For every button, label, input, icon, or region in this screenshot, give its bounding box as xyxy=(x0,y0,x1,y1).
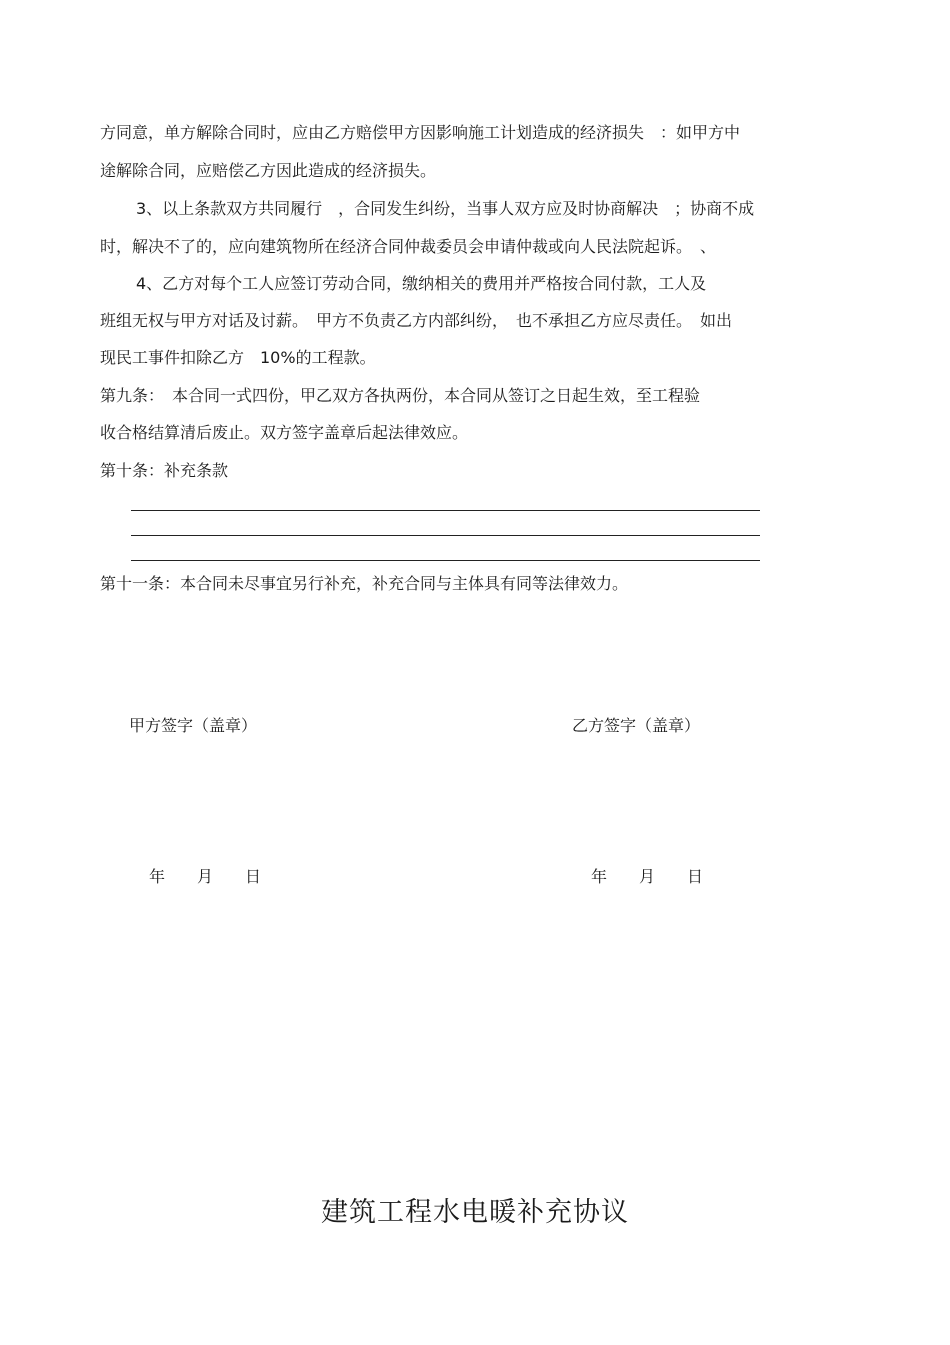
paragraph-line: 途解除合同，应赔偿乙方因此造成的经济损失。 xyxy=(100,161,437,180)
party-a-date: 年 月 日 xyxy=(149,867,262,886)
paragraph-line: 现民工事件扣除乙方 10%的工程款。 xyxy=(100,348,376,367)
party-b-date: 年 月 日 xyxy=(591,867,704,886)
paragraph-line: 时，解决不了的，应向建筑物所在经济合同仲裁委员会申请仲裁或向人民法院起诉。 、 xyxy=(100,237,717,256)
paragraph-line: 4、乙方对每个工人应签订劳动合同，缴纳相关的费用并严格按合同付款，工人及 xyxy=(136,274,707,293)
article-nine-line: 第九条： 本合同一式四份，甲乙双方各执两份，本合同从签订之日起生效，至工程验 xyxy=(100,386,701,405)
paragraph-line: 方同意，单方解除合同时，应由乙方赔偿甲方因影响施工计划造成的经济损失 ：如甲方中 xyxy=(100,123,741,142)
paragraph-line: 3、以上条款双方共同履行 ，合同发生纠纷，当事人双方应及时协商解决 ；协商不成 xyxy=(136,199,755,218)
next-document-title: 建筑工程水电暖补充协议 xyxy=(321,1197,629,1228)
article-ten-heading: 第十条：补充条款 xyxy=(100,461,229,480)
paragraph-line: 班组无权与甲方对话及讨薪。 甲方不负责乙方内部纠纷， 也不承担乙方应尽责任。 如出 xyxy=(100,311,733,330)
party-b-signature-label: 乙方签字（盖章） xyxy=(572,716,701,735)
article-nine-line: 收合格结算清后废止。双方签字盖章后起法律效应。 xyxy=(100,423,469,442)
supplement-blank-line xyxy=(131,535,760,536)
supplement-blank-line xyxy=(131,510,760,511)
supplement-blank-line xyxy=(131,560,760,561)
article-eleven: 第十一条：本合同未尽事宜另行补充，补充合同与主体具有同等法律效力。 xyxy=(100,574,629,593)
party-a-signature-label: 甲方签字（盖章） xyxy=(129,716,258,735)
